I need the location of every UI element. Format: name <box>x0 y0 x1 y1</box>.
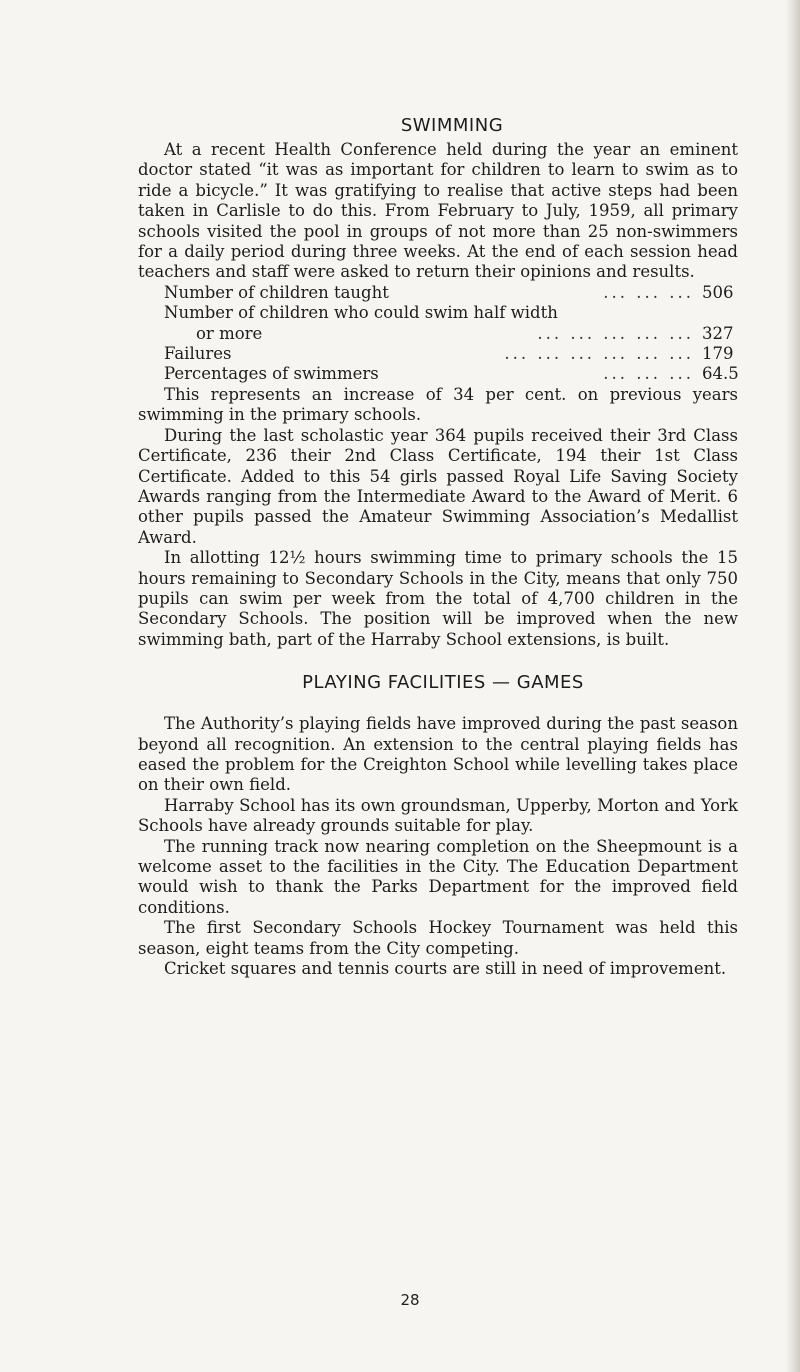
stats-value: 64.5 <box>702 364 739 384</box>
stats-label: Number of children who could swim half width <box>164 303 558 323</box>
stats-row-half-width-heading <box>138 303 738 323</box>
playing-paragraph-5: Cricket squares and tennis courts are still in need of improvement. <box>164 959 727 979</box>
playing-paragraph-4: The first Secondary Schools Hockey Tournament was held this season, eight teams from the City competing. <box>138 918 738 958</box>
swimming-heading: SWIMMING <box>400 115 504 136</box>
leader-dots: ... ... ... ... ... <box>537 323 694 343</box>
stats-row-failures <box>138 344 738 364</box>
leader-dots: ... ... ... <box>603 364 694 384</box>
swimming-stats-list <box>138 283 738 385</box>
stats-label: Failures <box>164 344 232 364</box>
leader-dots: ... ... ... ... ... ... <box>504 344 694 364</box>
page-edge-shadow <box>786 0 800 1372</box>
document-page <box>138 112 738 979</box>
playing-paragraph-3: The running track now nearing completion on the Sheepmount is a welcome asset to the facilities in the City. The Education Department would wish to thank the Parks Department for the improved field conditions. <box>138 836 738 917</box>
stats-value: 506 <box>702 282 734 302</box>
stats-value: 179 <box>702 344 734 364</box>
stats-row-percentages <box>138 364 738 384</box>
stats-value: 327 <box>702 323 734 343</box>
stats-row-children-taught <box>138 283 738 303</box>
playing-paragraph-2: Harraby School has its own groundsman, Upperby, Morton and York Schools have already grounds suitable for play. <box>138 795 738 836</box>
stats-label: or more <box>196 323 263 343</box>
page-number: 28 <box>400 1291 420 1309</box>
increase-paragraph: This represents an increase of 34 per cent. on previous years swimming in the primary schools. <box>138 384 738 425</box>
allotting-paragraph: In allotting 12½ hours swimming time to primary schools the 15 hours remaining to Secondary Schools in the City, means that only 750 pupils can swim per week from the total of 4,700 children in the Secondary Schools. The position will be improved when the new swimming bath, part of the Harraby School extensions, is built. <box>138 548 738 649</box>
leader-dots: ... ... ... <box>603 282 694 302</box>
stats-row-half-width <box>138 324 738 344</box>
playing-paragraph-1: The Authority’s playing fields have improved during the past season beyond all recognition. An extension to the central playing fields has eased the problem for the Creighton School while levelling takes place on their own field. <box>138 714 738 795</box>
stats-label: Number of children taught <box>164 282 389 302</box>
swimming-intro-paragraph: At a recent Health Conference held during the year an eminent doctor stated “it was as important for children to learn to swim as to ride a bicycle.” It was gratifying to realise that active steps had been taken in Carlisle to do this. From February to July, 1959, all primary schools visited the pool in groups of not more than 25 non-swimmers for a daily period during three weeks. At the end of each session head teachers and staff were asked to return their opinions and results. <box>138 140 738 282</box>
awards-paragraph: During the last scholastic year 364 pupils received their 3rd Class Certificate, 236 their 2nd Class Certificate, 194 their 1st Class Certificate. Added to this 54 girls passed Royal Life Saving Society Awards ranging from the Intermediate Award to the Award of Merit. 6 other pupils passed the Amateur Swimming Association’s Medallist Award. <box>138 425 738 547</box>
stats-label: Percentages of swimmers <box>164 364 379 384</box>
playing-facilities-heading: PLAYING FACILITIES — GAMES <box>302 672 584 694</box>
